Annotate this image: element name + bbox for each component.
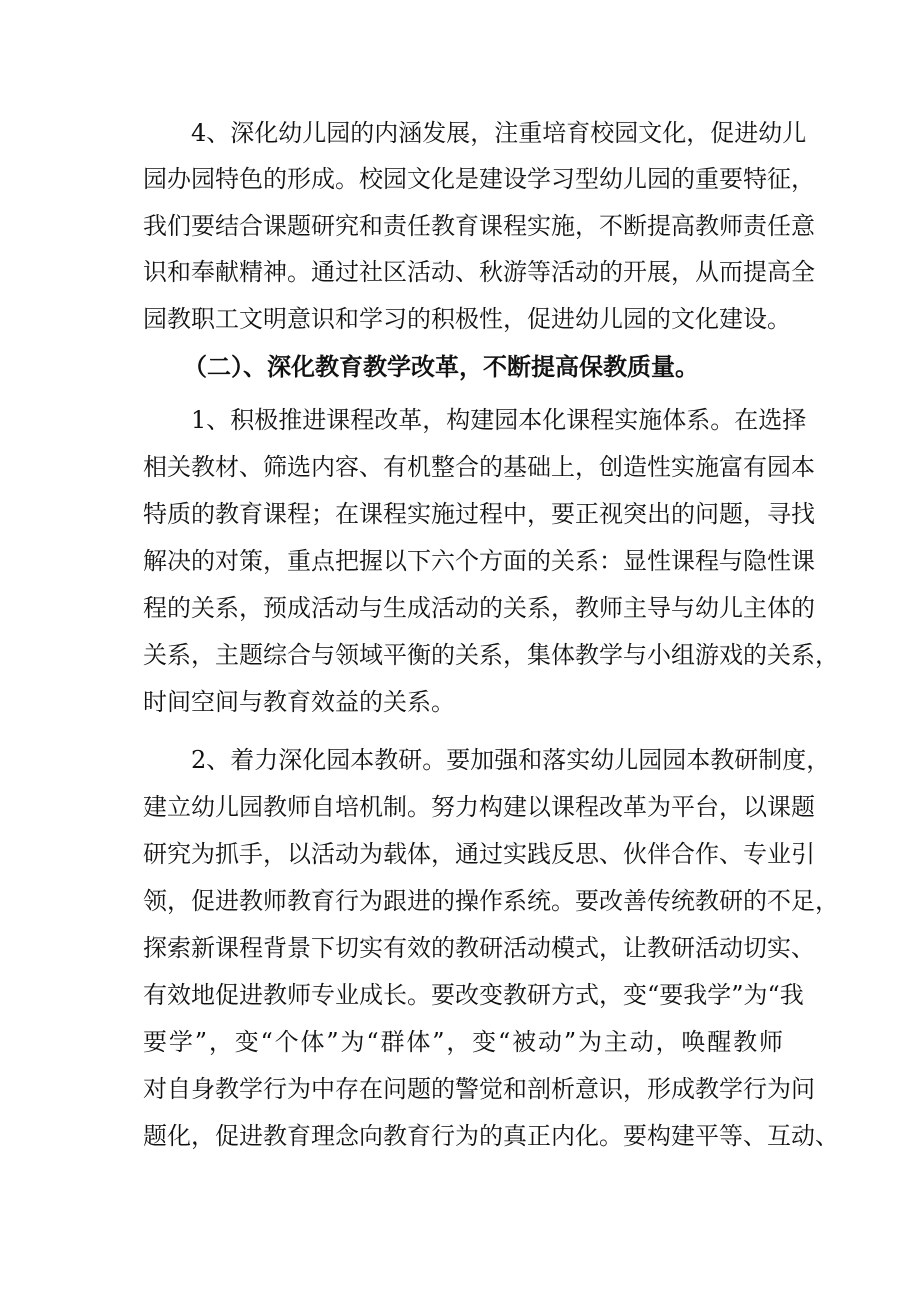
paragraph-1-line-3: 特质的教育课程；在课程实施过程中，要正视突出的问题，寻找 [143, 500, 815, 528]
paragraph-4-line-4: 识和奉献精神。通过社区活动、秋游等活动的开展，从而提高全 [143, 258, 815, 286]
paragraph-2-line-8: 对自身教学行为中存在问题的警觉和剖析意识，形成教学行为问 [143, 1075, 815, 1103]
paragraph-1-line-1: 1、积极推进课程改革，构建园本化课程实施体系。在选择 [191, 406, 807, 434]
paragraph-1-line-2: 相关教材、筛选内容、有机整合的基础上，创造性实施富有园本 [143, 453, 815, 481]
paragraph-2-line-4: 领，促进教师教育行为跟进的操作系统。要改善传统教研的不足， [143, 887, 839, 915]
paragraph-4-line-3: 我们要结合课题研究和责任教育课程实施，不断提高教师责任意 [143, 212, 815, 240]
paragraph-4-line-1: 4、深化幼儿园的内涵发展，注重培育校园文化，促进幼儿 [191, 119, 807, 147]
paragraph-2-line-9: 题化，促进教育理念向教育行为的真正内化。要构建平等、互动、 [143, 1122, 839, 1150]
paragraph-2-line-1: 2、着力深化园本教研。要加强和落实幼儿园园本教研制度， [191, 746, 831, 774]
paragraph-2-line-7: 要学”，变“个体”为“群体”，变“被动”为主动，唤醒教师 [143, 1028, 783, 1056]
paragraph-1-line-5: 程的关系，预成活动与生成活动的关系，教师主导与幼儿主体的 [143, 594, 815, 622]
paragraph-1-line-6: 关系，主题综合与领域平衡的关系，集体教学与小组游戏的关系， [143, 641, 839, 669]
paragraph-4-line-2: 园办园特色的形成。校园文化是建设学习型幼儿园的重要特征， [143, 165, 815, 193]
section-heading: （二）、深化教育教学改革，不断提高保教质量。 [183, 353, 699, 381]
paragraph-1-line-7: 时间空间与教育效益的关系。 [143, 688, 455, 716]
paragraph-2-line-3: 研究为抓手，以活动为载体，通过实践反思、伙伴合作、专业引 [143, 840, 815, 868]
paragraph-2-line-2: 建立幼儿园教师自培机制。努力构建以课程改革为平台，以课题 [143, 793, 815, 821]
paragraph-1-line-4: 解决的对策，重点把握以下六个方面的关系：显性课程与隐性课 [143, 547, 815, 575]
paragraph-4-line-5: 园教职工文明意识和学习的积极性，促进幼儿园的文化建设。 [143, 305, 791, 333]
paragraph-2-line-6: 有效地促进教师专业成长。要改变教研方式，变“要我学”为“我 [143, 981, 804, 1009]
paragraph-2-line-5: 探索新课程背景下切实有效的教研活动模式，让教研活动切实、 [143, 934, 815, 962]
